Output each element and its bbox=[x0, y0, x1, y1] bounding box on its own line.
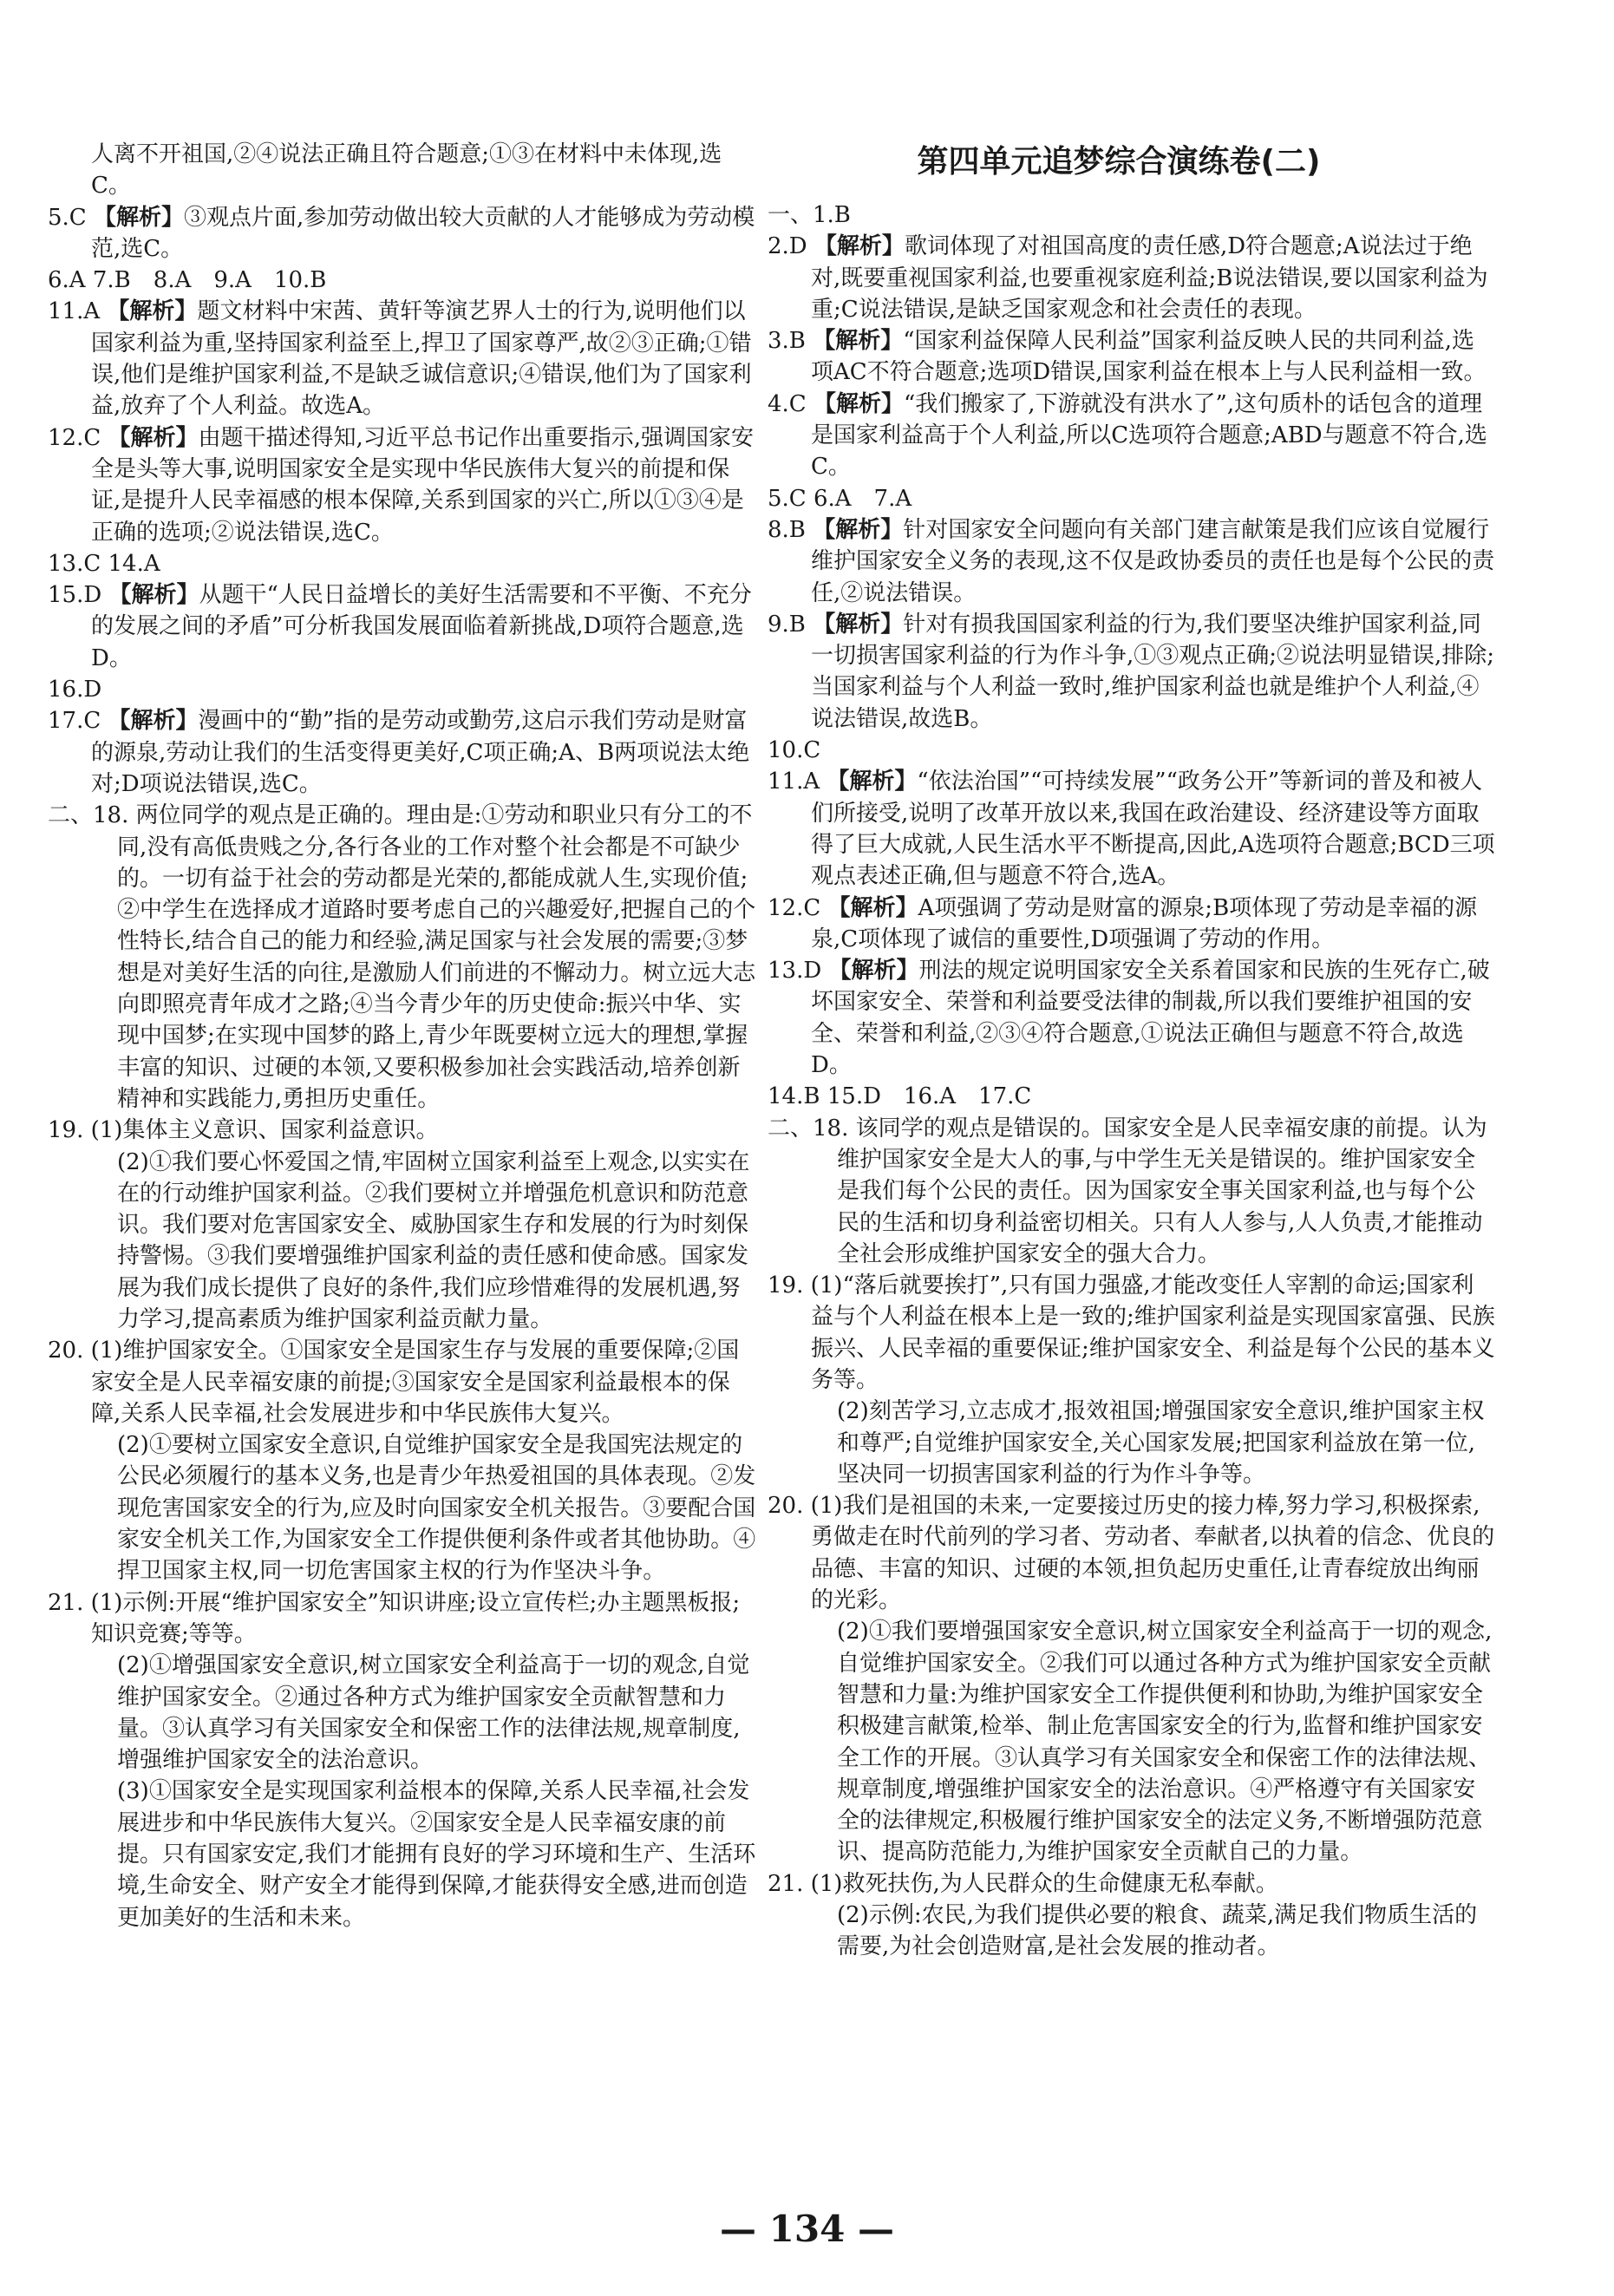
answer-text: 人离不开祖国,②④说法正确且符合题意;①③在材料中未体现,选C。 bbox=[91, 141, 722, 200]
answer-text: (1)示例:开展“维护国家安全”知识讲座;设立宣传栏;办主题黑板报;知识竞赛;等等。 bbox=[90, 1589, 741, 1647]
answer-number: 5.C bbox=[768, 485, 807, 512]
answer-number: 5.C bbox=[48, 204, 87, 231]
answer-text: 该同学的观点是错误的。国家安全是人民幸福安康的前提。认为维护国家安全是大人的事,与中学生无关是错误的。维护国家安全是我们每个公民的责任。因为国家安全事关国家利益,也与每个公民的生活和切身利益密切相关。只有人人参与,人人负责,才能推动全社会形成维护国家安全的强大合力。 bbox=[837, 1115, 1487, 1267]
answer-item bbox=[768, 389, 1496, 483]
answer-number: 2.D bbox=[768, 233, 807, 260]
analysis-tag: 【解析】 bbox=[108, 708, 199, 735]
answer-text: (2)①要树立国家安全意识,自觉维护国家安全是我国宪法规定的公民必须履行的基本义务,也是青少年热爱祖国的具体表现。②发现危害国家安全的行为,应及时向国家安全机关报告。③要配合国家安全机关工作,为国家安全工作提供便利条件或者其他协助。④捍卫国家主权,同一切危害国家主权的行为作坚决斗争。 bbox=[117, 1432, 756, 1585]
answer-item bbox=[768, 514, 1496, 609]
answer-text: 两位同学的观点是正确的。理由是:①劳动和职业只有分工的不同,没有高低贵贱之分,各行各业的工作对整个社会都是不可缺少的。一切有益于社会的劳动都是光荣的,都能成就人生,实现价值;②中学生在选择成才道路时要考虑自己的兴趣爱好,把握自己的个性特长,结合自己的能力和经验,满足国家与社会发展的需要;③梦想是对美好生活的向往,是激励人们前进的不懈动力。树立远大志向即照亮青年成才之路;④当今青少年的历史使命:振兴中华、实现中国梦;在实现中国梦的路上,青少年既要树立远大的理想,掌握丰富的知识、过硬的本领,又要积极参加社会实践活动,培养创新精神和实践能力,勇担历史重任。 bbox=[117, 802, 756, 1112]
answer-item bbox=[768, 1396, 1496, 1490]
answer-number: 21. bbox=[48, 1589, 84, 1616]
answer-item bbox=[48, 139, 759, 202]
answer-number: 21. bbox=[768, 1870, 804, 1897]
answer-item bbox=[768, 231, 1496, 325]
answer-number: 13.C bbox=[48, 550, 101, 577]
answer-text: “我们搬家了,下游就没有洪水了”,这句质朴的话包含的道理是国家利益高于个人利益,所以C选项符合题意;ABD与题意不符合,选C。 bbox=[811, 390, 1487, 481]
answer-text: 从题干“人民日益增长的美好生活需要和不平衡、不充分的发展之间的矛盾”可分析我国发展面临着新挑战,D项符合题意,选D。 bbox=[91, 582, 752, 671]
analysis-tag: 【解析】 bbox=[814, 233, 905, 260]
answer-item bbox=[48, 1587, 759, 1651]
answer-text: (2)刻苦学习,立志成才,报效祖国;增强国家安全意识,维护国家主权和尊严;自觉维护国家安全,关心国家发展;把国家利益放在第一位,坚决同一切损害国家利益的行为作斗争等。 bbox=[837, 1398, 1485, 1488]
answer-number: 11.A bbox=[48, 298, 101, 325]
answer-item bbox=[768, 1490, 1496, 1616]
page-title: 第四单元追梦综合演练卷(二) bbox=[917, 144, 1321, 180]
analysis-tag: 【解析】 bbox=[108, 582, 199, 609]
answer-item bbox=[48, 422, 759, 548]
answer-text: 由题干描述得知,习近平总书记作出重要指示,强调国家安全是头等大事,说明国家安全是实现中华民族伟大复兴的前提和保证,是提升人民幸福感的根本保障,关系到国家的兴亡,所以①③④是正确的选项;②说法错误,选C。 bbox=[91, 424, 755, 546]
answer-item bbox=[48, 548, 759, 579]
answer-item bbox=[768, 735, 1496, 766]
answer-text: “依法治国”“可持续发展”“政务公开”等新词的普及和被人们所接受,说明了改革开放以来,我国在政治建设、经济建设等方面取得了巨大成就,人民生活水平不断提高,因此,A选项符合题意;BCD三项观点表述正确,但与题意不符合,选A。 bbox=[811, 769, 1495, 890]
answer-number: 二、18. bbox=[768, 1115, 849, 1141]
answer-item bbox=[768, 1081, 1496, 1112]
answer-number: 13.D bbox=[768, 958, 822, 984]
answer-text: 刑法的规定说明国家安全关系着国家和民族的生死存亡,破坏国家安全、荣誉和利益要受法律的制裁,所以我们要维护祖国的安全、荣誉和利益,②③④符合题意,①说法正确但与题意不符合,故选D。 bbox=[811, 958, 1490, 1079]
answer-item bbox=[48, 1115, 759, 1146]
analysis-tag: 【解析】 bbox=[827, 894, 918, 921]
answer-number: 8.B bbox=[768, 516, 806, 543]
page-number: — 134 — bbox=[720, 2208, 894, 2250]
answer-item bbox=[48, 265, 759, 296]
answer-number: 一、1.B bbox=[768, 202, 851, 228]
answer-item bbox=[48, 1776, 759, 1933]
answer-number: 19. bbox=[48, 1117, 84, 1144]
answer-item bbox=[768, 200, 1496, 231]
answer-number: 10.C bbox=[768, 737, 821, 764]
answer-number: 20. bbox=[48, 1338, 84, 1364]
answer-number: 20. bbox=[768, 1493, 804, 1520]
answer-text: 歌词体现了对祖国高度的责任感,D符合题意;A说法过于绝对,既要重视国家利益,也要重视家庭利益;B说法错误,要以国家利益为重;C说法错误,是缺乏国家观念和社会责任的表现。 bbox=[811, 233, 1488, 323]
answer-item bbox=[48, 1335, 759, 1429]
answer-text: 15.D 16.A 17.C bbox=[827, 1083, 1032, 1110]
analysis-tag: 【解析】 bbox=[93, 204, 184, 231]
answer-item bbox=[48, 1147, 759, 1336]
answer-number: 3.B bbox=[768, 328, 806, 355]
answer-text: (1)“落后就要挨打”,只有国力强盛,才能改变任人宰割的命运;国家利益与个人利益在根本上是一致的;维护国家利益是实现国家富强、民族振兴、人民幸福的重要保证;维护国家安全、利益是每个公民的基本义务等。 bbox=[810, 1272, 1495, 1393]
answer-item bbox=[768, 1616, 1496, 1868]
answer-item bbox=[48, 705, 759, 800]
analysis-tag: 【解析】 bbox=[108, 424, 199, 451]
answer-number: 12.C bbox=[768, 894, 821, 921]
analysis-tag: 【解析】 bbox=[813, 390, 904, 417]
answer-number: 14.B bbox=[768, 1083, 820, 1110]
answer-item bbox=[48, 800, 759, 1115]
answer-text: 7.B 8.A 9.A 10.B bbox=[92, 267, 327, 294]
answer-text: 漫画中的“勤”指的是劳动或勤劳,这启示我们劳动是财富的源泉,劳动让我们的生活变得更美好,C项正确;A、B两项说法太绝对;D项说法错误,选C。 bbox=[91, 708, 750, 797]
analysis-tag: 【解析】 bbox=[813, 328, 904, 355]
answer-number: 19. bbox=[768, 1272, 804, 1299]
answer-item bbox=[48, 579, 759, 674]
answer-number: 17.C bbox=[48, 708, 101, 735]
analysis-tag: 【解析】 bbox=[827, 769, 918, 795]
answer-number: 15.D bbox=[48, 582, 102, 609]
answer-number: 9.B bbox=[768, 611, 806, 638]
answer-text: (3)①国家安全是实现国家利益根本的保障,关系人民幸福,社会发展进步和中华民族伟大复兴。②国家安全是人民幸福安康的前提。只有国家安定,我们才能拥有良好的学习环境和生产、生活环境,生命安全、财产安全才能得到保障,才能获得安全感,进而创造更加美好的生活和未来。 bbox=[117, 1778, 756, 1931]
analysis-tag: 【解析】 bbox=[107, 298, 198, 325]
answer-item bbox=[768, 609, 1496, 735]
answer-text: 题文材料中宋茜、黄轩等演艺界人士的行为,说明他们以国家利益为重,坚持国家利益至上,捍卫了国家尊严,故②③正确;①错误,他们是维护国家利益,不是缺乏诚信意识;④错误,他们为了国家利益,放弃了个人利益。故选A。 bbox=[91, 298, 752, 420]
answer-text: (1)我们是祖国的未来,一定要接过历史的接力棒,努力学习,积极探索,勇做走在时代前列的学习者、劳动者、奉献者,以执着的信念、优良的品德、丰富的知识、过硬的本领,担负起历史重任,让青春绽放出绚丽的光彩。 bbox=[810, 1493, 1495, 1614]
answer-text: (1)集体主义意识、国家利益意识。 bbox=[90, 1117, 439, 1144]
answer-text: 针对国家安全问题向有关部门建言献策是我们应该自觉履行维护国家安全义务的表现,这不仅是政协委员的责任也是每个公民的责任,②说法错误。 bbox=[811, 516, 1495, 606]
answer-item bbox=[768, 893, 1496, 956]
answer-text: (2)①我们要心怀爱国之情,牢固树立国家利益至上观念,以实实在在的行动维护国家利益。②我们要树立并增强危机意识和防范意识。我们要对危害国家安全、威胁国家生存和发展的行为时刻保持警惕。③我们要增强维护国家利益的责任感和使命感。国家发展为我们成长提供了良好的条件,我们应珍惜难得的发展机遇,努力学习,提高素质为维护国家利益贡献力量。 bbox=[117, 1148, 750, 1332]
answer-text: 针对有损我国国家利益的行为,我们要坚决维护国家利益,同一切损害国家利益的行为作斗争,①③观点正确;②说法明显错误,排除;当国家利益与个人利益一致时,维护国家利益也就是维护个人利益,④说法错误,故选B。 bbox=[811, 611, 1495, 732]
answer-number: 11.A bbox=[768, 769, 820, 795]
answer-item bbox=[768, 1900, 1496, 1963]
answer-item bbox=[48, 674, 759, 705]
answer-item bbox=[768, 325, 1496, 389]
right-column bbox=[768, 200, 1496, 1963]
answer-number: 二、18. bbox=[48, 802, 129, 829]
answer-text: (2)示例:农民,为我们提供必要的粮食、蔬菜,满足我们物质生活的需要,为社会创造财富,是社会发展的推动者。 bbox=[837, 1902, 1478, 1960]
answer-number: 6.A bbox=[48, 267, 86, 294]
answer-item bbox=[768, 955, 1496, 1081]
answer-item bbox=[48, 1650, 759, 1776]
answer-item bbox=[48, 296, 759, 422]
answer-item bbox=[768, 483, 1496, 514]
answer-text: “国家利益保障人民利益”国家利益反映人民的共同利益,选项AC不符合题意;选项D错误,国家利益在根本上与人民利益相一致。 bbox=[811, 328, 1487, 386]
analysis-tag: 【解析】 bbox=[813, 611, 904, 638]
answer-number: 16.D bbox=[48, 677, 102, 703]
analysis-tag: 【解析】 bbox=[813, 516, 904, 543]
answer-text: (2)①增强国家安全意识,树立国家安全利益高于一切的观念,自觉维护国家安全。②通过各种方式为维护国家安全贡献智慧和力量。③认真学习有关国家安全和保密工作的法律法规,规章制度,增强维护国家安全的法治意识。 bbox=[117, 1652, 750, 1774]
answer-text: 6.A 7.A bbox=[813, 485, 912, 512]
answer-text: (2)①我们要增强国家安全意识,树立国家安全利益高于一切的观念,自觉维护国家安全。②我们可以通过各种方式为维护国家安全贡献智慧和力量:为维护国家安全工作提供便利和协助,为维护国家安全积极建言献策,检举、制止危害国家安全的行为,监督和维护国家安全工作的开展。③认真学习有关国家安全和保密工作的法律法规、规章制度,增强维护国家安全的法治意识。④严格遵守有关国家安全的法律规定,积极履行维护国家安全的法定义务,不断增强防范意识、提高防范能力,为维护国家安全贡献自己的力量。 bbox=[837, 1619, 1493, 1866]
answer-text: 14.A bbox=[108, 550, 160, 577]
answer-item bbox=[768, 1270, 1496, 1396]
analysis-tag: 【解析】 bbox=[828, 958, 919, 984]
answer-item bbox=[768, 766, 1496, 892]
answer-text: (1)维护国家安全。①国家安全是国家生存与发展的重要保障;②国家安全是人民幸福安康的前提;③国家安全是国家利益最根本的保障,关系人民幸福,社会发展进步和中华民族伟大复兴。 bbox=[90, 1338, 740, 1427]
answer-item bbox=[768, 1868, 1496, 1900]
answer-item bbox=[48, 1429, 759, 1586]
answer-text: (1)救死扶伤,为人民群众的生命健康无私奉献。 bbox=[810, 1870, 1278, 1897]
left-column bbox=[48, 139, 759, 1933]
answer-item bbox=[768, 1113, 1496, 1270]
answer-number: 12.C bbox=[48, 424, 101, 451]
answer-text: ③观点片面,参加劳动做出较大贡献的人才能够成为劳动模范,选C。 bbox=[91, 204, 755, 262]
answer-text: A项强调了劳动是财富的源泉;B项体现了劳动是幸福的源泉,C项体现了诚信的重要性,D项强调了劳动的作用。 bbox=[811, 894, 1478, 952]
answer-item bbox=[48, 202, 759, 265]
answer-number: 4.C bbox=[768, 390, 807, 417]
